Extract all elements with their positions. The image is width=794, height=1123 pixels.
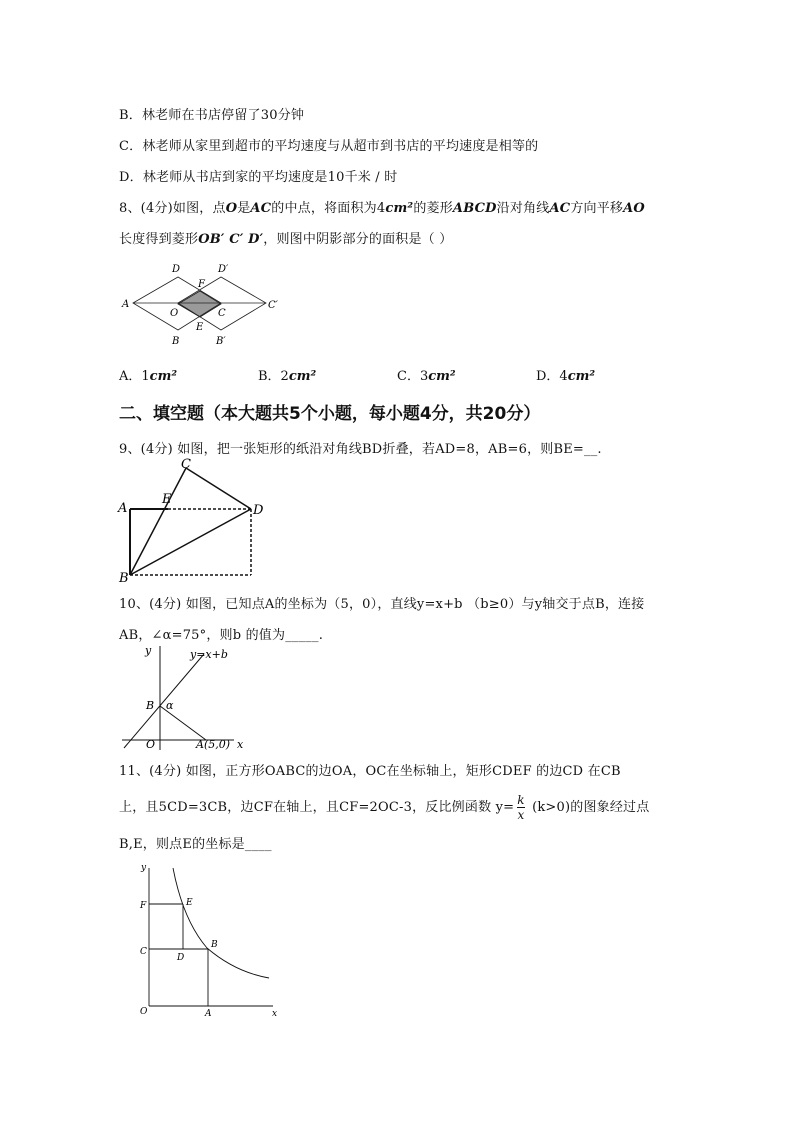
q11-text-line1: 11、(4分) 如图，正方形OABC的边OA，OC在坐标轴上，矩形CDEF 的边CD 在CB [119, 764, 621, 779]
q11-label-x: x [272, 1009, 278, 1019]
q10-line-y-x-b [124, 654, 204, 748]
q9-folded-cd [186, 468, 251, 509]
q8-rhombus-figure [118, 260, 288, 350]
q8-label-d: D [172, 264, 181, 275]
q8-option-d: D．4cm² [536, 369, 596, 384]
q8-label-b: B [172, 336, 180, 347]
q11-label-b: B [211, 940, 218, 950]
q9-label-c: C [181, 457, 191, 472]
q8-text-line2: 长度得到菱形OB′ C′ D′，则图中阴影部分的面积是（ ） [119, 232, 453, 247]
q11-fraction-k-over-x: $\frac{k}{x}$ [517, 793, 525, 822]
q8-shaded-region [178, 291, 221, 317]
q10-label-y: y [145, 644, 152, 657]
q10-label-line: y=x+b [190, 648, 228, 661]
q9-text: 9、(4分) 如图，把一张矩形的纸沿对角线BD折叠，若AD=8，AB=6，则BE=__. [119, 442, 602, 457]
q10-label-o: O [146, 738, 156, 751]
q8-option-a: A．1cm² [119, 369, 178, 384]
q11-text-line2: 上，且5CD=3CB，边CF在轴上，且CF=2OC-3，反比例函数 y= $\frac{k}{x}$ (k>0)的图象经过点 [119, 793, 650, 822]
q10-text-line2: AB，∠α=75°，则b 的值为_____. [119, 628, 324, 643]
q11-label-c: C [140, 947, 147, 957]
q9-label-d: D [253, 503, 264, 518]
q8-label-o: O [170, 308, 179, 319]
q10-label-b: B [146, 699, 155, 712]
q10-coordinate-figure [118, 642, 250, 754]
q10-text-line1: 10、(4分) 如图，已知点A的坐标为（5，0），直线y=x+b （b≥0）与y轴交于点B，连接 [119, 597, 645, 612]
q10-label-a: A(5,0) [196, 738, 231, 751]
q10-label-alpha: α [166, 699, 174, 712]
q9-fold-figure [118, 457, 268, 586]
q11-text-line3: B,E，则点E的坐标是____ [119, 837, 272, 852]
q11-hyperbola-figure [135, 860, 285, 1020]
q7-option-b: B．林老师在书店停留了30分钟 [119, 108, 305, 123]
q8-label-cp: C′ [268, 300, 278, 311]
q11-label-d: D [177, 953, 185, 963]
q10-label-x: x [237, 738, 244, 751]
q8-label-dp: D′ [218, 264, 229, 275]
q8-label-f: F [198, 279, 205, 290]
q11-label-y: y [141, 863, 147, 873]
q8-option-b: B．2cm² [258, 369, 317, 384]
q11-label-a: A [205, 1009, 212, 1019]
q9-label-b: B [119, 571, 129, 586]
q11-label-e: E [186, 898, 193, 908]
q11-hyperbola-curve [173, 868, 269, 978]
q7-option-c: C．林老师从家里到超市的平均速度与从超市到书店的平均速度是相等的 [119, 139, 539, 154]
q9-label-e: E [162, 492, 172, 507]
section-heading-fill-in: 二、填空题（本大题共5个小题，每小题4分，共20分） [119, 404, 541, 424]
q8-label-a: A [122, 299, 130, 310]
q8-label-e: E [196, 322, 204, 333]
q9-diagonal-bd [130, 509, 251, 575]
q8-label-bp: B′ [216, 336, 226, 347]
q7-option-d: D．林老师从书店到家的平均速度是10千米 / 时 [119, 170, 398, 185]
q11-label-f: F [140, 901, 147, 911]
q11-label-o: O [140, 1007, 148, 1017]
q8-label-c: C [218, 308, 226, 319]
q8-option-c: C．3cm² [397, 369, 456, 384]
q9-label-a: A [118, 501, 128, 516]
q8-text-line1: 8、(4分)如图，点O是AC的中点，将面积为4cm²的菱形ABCD沿对角线AC方向平移AO [119, 201, 645, 216]
